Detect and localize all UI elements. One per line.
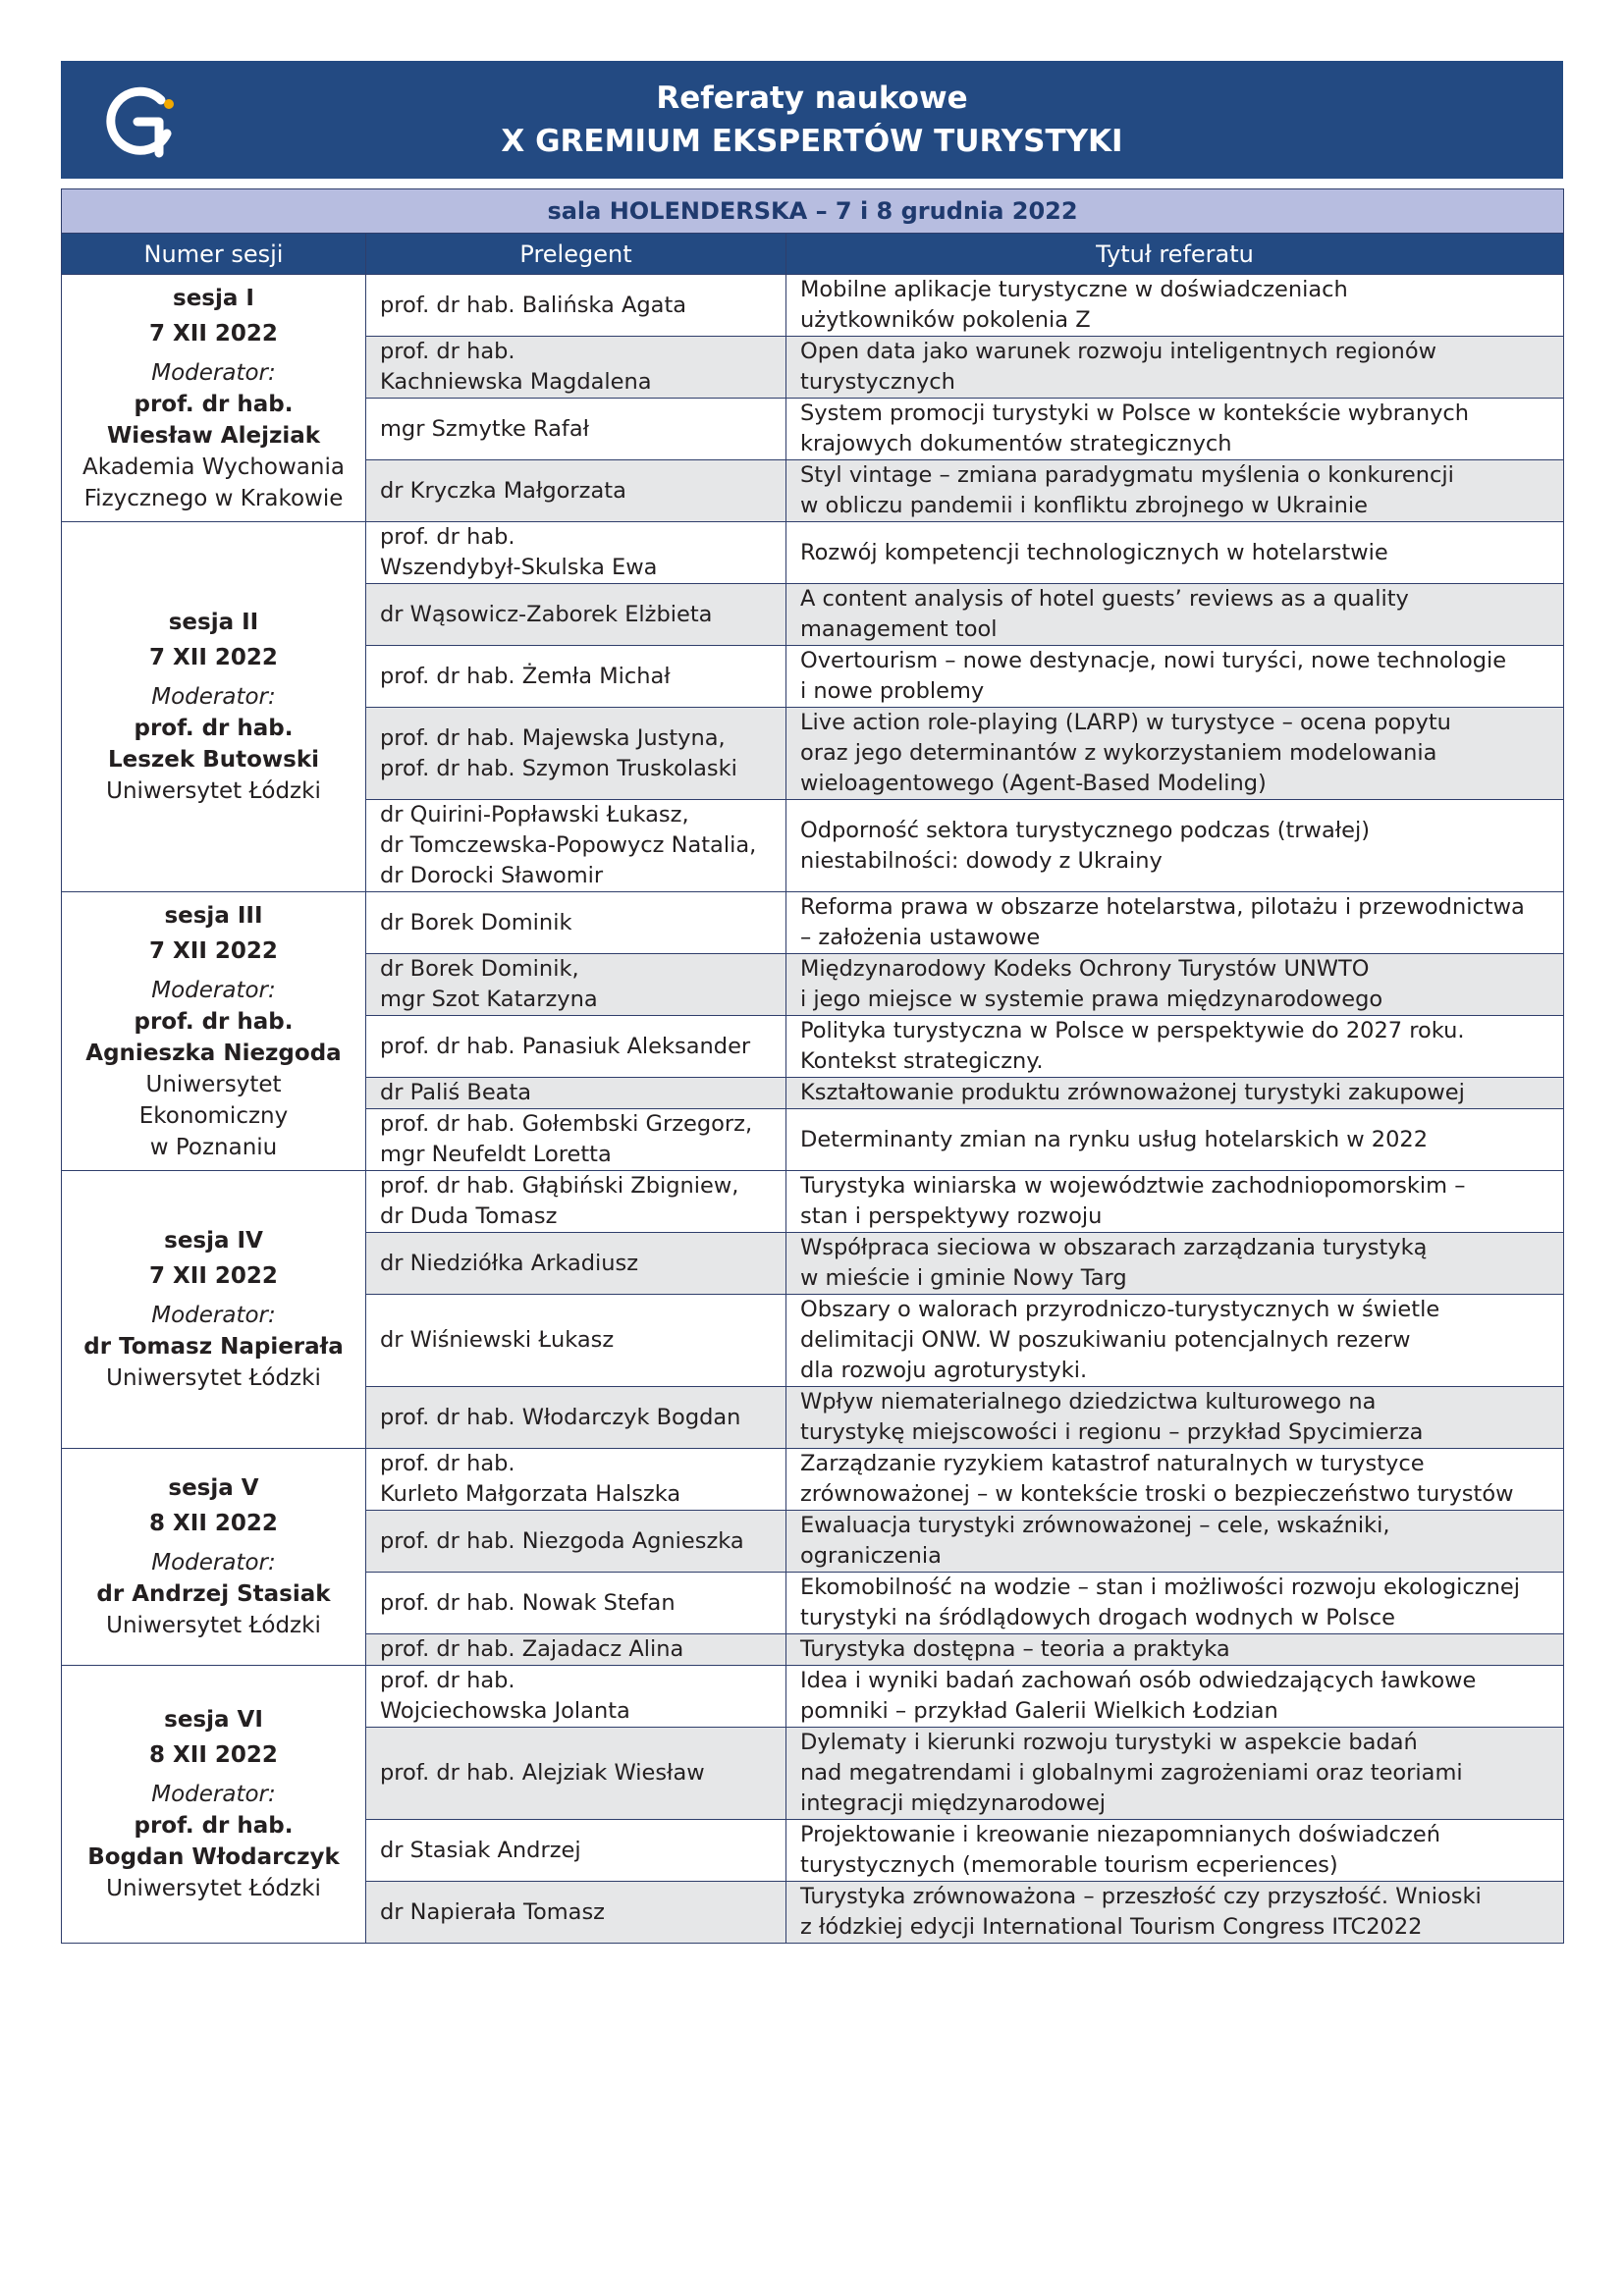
paper-title: Współpraca sieciowa w obszarach zarządzania turystyką	[800, 1235, 1428, 1260]
speaker-cell	[366, 708, 786, 800]
speaker-name: prof. dr hab. Nowak Stefan	[380, 1589, 676, 1616]
paper-title: pomniki – przykład Galerii Wielkich Łodzian	[800, 1698, 1278, 1724]
session-date: 8 XII 2022	[149, 1742, 278, 1768]
moderator-affiliation: w Poznaniu	[149, 1134, 278, 1160]
paper-title: krajowych dokumentów strategicznych	[800, 431, 1232, 456]
paper-title: Idea i wyniki badań zachowań osób odwiedzających ławkowe	[800, 1668, 1477, 1693]
paper-title: Rozwój kompetencji technologicznych w hotelarstwie	[800, 539, 1388, 565]
moderator-name: prof. dr hab.	[134, 391, 294, 417]
program-body	[62, 275, 1564, 1944]
paper-title-cell	[786, 892, 1564, 954]
paper-title-cell	[786, 275, 1564, 337]
speaker-name: prof. dr hab. Panasiuk Aleksander	[380, 1033, 751, 1059]
speaker-name: prof. dr hab. Niezgoda Agnieszka	[380, 1527, 744, 1554]
column-header-session: Numer sesji	[62, 234, 366, 275]
speaker-cell	[366, 1387, 786, 1449]
speaker-name: prof. dr hab. Zajadacz Alina	[380, 1636, 684, 1662]
paper-title: turystycznych	[800, 369, 955, 395]
session-cell	[62, 892, 366, 1171]
paper-title: dla rozwoju agroturystyki.	[800, 1358, 1088, 1383]
speaker-name: dr Paliś Beata	[380, 1080, 532, 1105]
page-header	[61, 61, 1563, 179]
moderator-label: Moderator:	[151, 1303, 276, 1328]
session-date: 8 XII 2022	[149, 1511, 278, 1536]
paper-title: zrównoważonej – w kontekście troski o bezpieczeństwo turystów	[800, 1481, 1514, 1507]
moderator-name: prof. dr hab.	[134, 1008, 294, 1035]
moderator-name: Bogdan Włodarczyk	[87, 1844, 340, 1870]
moderator-label: Moderator:	[151, 1550, 276, 1575]
paper-title: i nowe problemy	[800, 678, 985, 704]
column-header-row	[62, 234, 1564, 275]
speaker-name: prof. dr hab. Balińska Agata	[380, 292, 687, 318]
session-cell	[62, 1449, 366, 1666]
speaker-name: Wszendybył-Skulska Ewa	[380, 555, 658, 580]
speaker-name: dr Kryczka Małgorzata	[380, 477, 626, 504]
paper-title-cell	[786, 337, 1564, 399]
paper-title-cell	[786, 1882, 1564, 1944]
paper-title-cell	[786, 1016, 1564, 1078]
speaker-name: prof. dr hab.	[380, 1668, 515, 1693]
paper-title: Projektowanie i kreowanie niezapomnianych doświadczeń	[800, 1822, 1440, 1847]
paper-title: turystycznych (memorable tourism ecperiences)	[800, 1852, 1338, 1878]
speaker-cell	[366, 1666, 786, 1728]
table-row	[62, 1666, 1564, 1728]
paper-title-cell	[786, 1078, 1564, 1109]
speaker-name: dr Napierała Tomasz	[380, 1898, 605, 1925]
speaker-name: dr Borek Dominik	[380, 909, 572, 935]
speaker-cell	[366, 646, 786, 708]
speaker-name: dr Duda Tomasz	[380, 1203, 558, 1229]
paper-title: Styl vintage – zmiana paradygmatu myślenia o konkurencji	[800, 462, 1454, 488]
program-table	[61, 188, 1564, 1944]
speaker-name: dr Stasiak Andrzej	[380, 1837, 581, 1863]
paper-title-cell	[786, 1295, 1564, 1387]
speaker-name: dr Quirini-Popławski Łukasz,	[380, 802, 689, 828]
session-name: sesja II	[168, 610, 259, 635]
speaker-name: dr Niedziółka Arkadiusz	[380, 1250, 639, 1276]
moderator-affiliation: Akademia Wychowania	[82, 454, 345, 480]
speaker-cell	[366, 1511, 786, 1573]
page-title	[61, 77, 1563, 163]
speaker-name: dr Wiśniewski Łukasz	[380, 1327, 615, 1353]
speaker-name: prof. dr hab. Włodarczyk Bogdan	[380, 1404, 741, 1430]
paper-title-cell	[786, 1820, 1564, 1882]
moderator-label: Moderator:	[151, 1782, 276, 1807]
speaker-name: dr Wąsowicz-Zaborek Elżbieta	[380, 601, 713, 627]
speaker-cell	[366, 1295, 786, 1387]
paper-title-cell	[786, 1449, 1564, 1511]
speaker-name: Wojciechowska Jolanta	[380, 1698, 630, 1724]
session-date: 7 XII 2022	[149, 937, 278, 964]
paper-title-cell	[786, 708, 1564, 800]
moderator-name: Leszek Butowski	[107, 747, 320, 773]
paper-title-cell	[786, 1109, 1564, 1171]
session-date: 7 XII 2022	[149, 1263, 278, 1289]
session-date: 7 XII 2022	[149, 645, 278, 670]
paper-title-cell	[786, 1387, 1564, 1449]
speaker-name: dr Borek Dominik,	[380, 956, 579, 982]
session-cell	[62, 522, 366, 892]
table-row	[62, 275, 1564, 337]
moderator-name: Agnieszka Niezgoda	[85, 1040, 342, 1066]
moderator-name: prof. dr hab.	[134, 1813, 294, 1839]
session-date: 7 XII 2022	[149, 320, 278, 347]
table-row	[62, 892, 1564, 954]
paper-title: Międzynarodowy Kodeks Ochrony Turystów UNWTO	[800, 956, 1370, 982]
session-name: sesja IV	[164, 1228, 263, 1254]
paper-title: management tool	[800, 616, 998, 642]
paper-title-cell	[786, 1233, 1564, 1295]
room-banner-row	[62, 189, 1564, 234]
speaker-cell	[366, 1728, 786, 1820]
speaker-name: prof. dr hab.	[380, 339, 515, 364]
speaker-name: dr Dorocki Sławomir	[380, 863, 604, 888]
speaker-cell	[366, 892, 786, 954]
paper-title: Zarządzanie ryzykiem katastrof naturalnych w turystyce	[800, 1451, 1425, 1476]
speaker-name: mgr Neufeldt Loretta	[380, 1142, 612, 1167]
paper-title: nad megatrendami i globalnymi zagrożeniami oraz teoriami	[800, 1760, 1463, 1786]
moderator-name: Wiesław Alejziak	[106, 422, 321, 449]
moderator-name: prof. dr hab.	[134, 716, 294, 741]
session-name: sesja III	[164, 902, 263, 929]
speaker-cell	[366, 1573, 786, 1634]
speaker-cell	[366, 1634, 786, 1666]
paper-title-cell	[786, 1171, 1564, 1233]
speaker-name: dr Tomczewska-Popowycz Natalia,	[380, 832, 757, 858]
paper-title: A content analysis of hotel guests’ reviews as a quality	[800, 586, 1409, 612]
paper-title: Obszary o walorach przyrodniczo-turystycznych w świetle	[800, 1297, 1440, 1322]
paper-title: w obliczu pandemii i konfliktu zbrojnego w Ukrainie	[800, 493, 1368, 518]
speaker-cell	[366, 1078, 786, 1109]
paper-title-cell	[786, 1573, 1564, 1634]
paper-title: Mobilne aplikacje turystyczne w doświadczeniach	[800, 277, 1348, 302]
column-header-title: Tytuł referatu	[786, 234, 1564, 275]
paper-title-cell	[786, 800, 1564, 892]
paper-title: Wpływ niematerialnego dziedzictwa kulturowego na	[800, 1389, 1377, 1415]
session-name: sesja VI	[164, 1707, 263, 1733]
paper-title: ograniczenia	[800, 1543, 942, 1569]
speaker-cell	[366, 522, 786, 584]
speaker-name: prof. dr hab. Majewska Justyna,	[380, 724, 726, 751]
paper-title: użytkowników pokolenia Z	[800, 307, 1091, 333]
speaker-name: prof. dr hab. Szymon Truskolaski	[380, 755, 737, 781]
moderator-affiliation: Uniwersytet Łódzki	[106, 1613, 321, 1638]
speaker-cell	[366, 337, 786, 399]
speaker-cell	[366, 954, 786, 1016]
session-name: sesja I	[173, 285, 254, 311]
paper-title: i jego miejsce w systemie prawa międzynarodowego	[800, 987, 1383, 1012]
speaker-cell	[366, 1882, 786, 1944]
paper-title: integracji międzynarodowej	[800, 1790, 1107, 1816]
moderator-affiliation: Uniwersytet Łódzki	[106, 778, 321, 804]
paper-title: Ewaluacja turystyki zrównoważonej – cele, wskaźniki,	[800, 1513, 1390, 1538]
paper-title: turystykę miejscowości i regionu – przykład Spycimierza	[800, 1419, 1424, 1445]
speaker-name: prof. dr hab. Gołembski Grzegorz,	[380, 1111, 753, 1137]
paper-title: Open data jako warunek rozwoju inteligentnych regionów	[800, 339, 1436, 364]
speaker-cell	[366, 1820, 786, 1882]
moderator-label: Moderator:	[151, 684, 276, 710]
paper-title: Ekomobilność na wodzie – stan i możliwości rozwoju ekologicznej	[800, 1575, 1520, 1600]
paper-title-cell	[786, 646, 1564, 708]
moderator-name: dr Andrzej Stasiak	[96, 1581, 331, 1607]
speaker-name: mgr Szmytke Rafał	[380, 415, 590, 442]
paper-title-cell	[786, 1666, 1564, 1728]
speaker-cell	[366, 275, 786, 337]
speaker-cell	[366, 800, 786, 892]
paper-title-cell	[786, 584, 1564, 646]
paper-title: Kształtowanie produktu zrównoważonej turystyki zakupowej	[800, 1080, 1465, 1105]
moderator-label: Moderator:	[151, 359, 276, 386]
paper-title: Odporność sektora turystycznego podczas (trwałej)	[800, 817, 1371, 843]
paper-title: System promocji turystyki w Polsce w kontekście wybranych	[800, 400, 1470, 426]
paper-title: Turystyka zrównoważona – przeszłość czy przyszłość. Wnioski	[800, 1884, 1482, 1909]
speaker-name: prof. dr hab.	[380, 524, 515, 550]
speaker-name: prof. dr hab. Głąbiński Zbigniew,	[380, 1173, 739, 1199]
session-cell	[62, 1171, 366, 1449]
paper-title: z łódzkiej edycji International Tourism Congress ITC2022	[800, 1914, 1423, 1940]
moderator-name: dr Tomasz Napierała	[83, 1334, 344, 1360]
table-row	[62, 1449, 1564, 1511]
speaker-cell	[366, 460, 786, 522]
paper-title-cell	[786, 1634, 1564, 1666]
speaker-cell	[366, 1109, 786, 1171]
paper-title: Polityka turystyczna w Polsce w perspektywie do 2027 roku.	[800, 1018, 1465, 1043]
speaker-cell	[366, 1171, 786, 1233]
paper-title: wieloagentowego (Agent-Based Modeling)	[800, 771, 1267, 796]
speaker-cell	[366, 1449, 786, 1511]
speaker-cell	[366, 399, 786, 460]
title-line-2: X GREMIUM EKSPERTÓW TURYSTYKI	[501, 124, 1123, 159]
paper-title: stan i perspektywy rozwoju	[800, 1203, 1103, 1229]
paper-title: delimitacji ONW. W poszukiwaniu potencjalnych rezerw	[800, 1327, 1411, 1353]
session-cell	[62, 275, 366, 522]
speaker-name: prof. dr hab. Alejziak Wiesław	[380, 1760, 705, 1786]
paper-title: turystyki na śródlądowych drogach wodnych w Polsce	[800, 1605, 1395, 1630]
table-row	[62, 522, 1564, 584]
paper-title-cell	[786, 954, 1564, 1016]
moderator-affiliation: Uniwersytet	[145, 1071, 282, 1097]
moderator-affiliation: Fizycznego w Krakowie	[83, 485, 344, 511]
paper-title: Reforma prawa w obszarze hotelarstwa, pilotażu i przewodnictwa	[800, 894, 1525, 920]
paper-title: Dylematy i kierunki rozwoju turystyki w aspekcie badań	[800, 1730, 1418, 1755]
paper-title: – założenia ustawowe	[800, 925, 1041, 950]
paper-title: Kontekst strategiczny.	[800, 1048, 1044, 1074]
speaker-name: prof. dr hab. Żemła Michał	[380, 663, 671, 689]
speaker-cell	[366, 1016, 786, 1078]
moderator-affiliation: Uniwersytet Łódzki	[106, 1365, 321, 1391]
paper-title-cell	[786, 399, 1564, 460]
paper-title: Determinanty zmian na rynku usług hotelarskich w 2022	[800, 1126, 1429, 1152]
paper-title: w mieście i gminie Nowy Targ	[800, 1265, 1127, 1291]
moderator-label: Moderator:	[151, 977, 276, 1003]
paper-title: Turystyka dostępna – teoria a praktyka	[800, 1636, 1230, 1662]
speaker-name: prof. dr hab.	[380, 1451, 515, 1476]
paper-title: Turystyka winiarska w województwie zachodniopomorskim –	[800, 1173, 1466, 1199]
paper-title-cell	[786, 1511, 1564, 1573]
session-cell	[62, 1666, 366, 1944]
title-line-1: Referaty naukowe	[656, 80, 968, 116]
paper-title-cell	[786, 460, 1564, 522]
speaker-name: mgr Szot Katarzyna	[380, 987, 598, 1012]
moderator-affiliation: Uniwersytet Łódzki	[106, 1876, 321, 1901]
paper-title: niestabilności: dowody z Ukrainy	[800, 847, 1163, 874]
column-header-speaker: Prelegent	[366, 234, 786, 275]
session-name: sesja V	[168, 1475, 259, 1501]
speaker-name: Kurleto Małgorzata Halszka	[380, 1481, 681, 1507]
table-row	[62, 1171, 1564, 1233]
speaker-name: Kachniewska Magdalena	[380, 369, 652, 395]
moderator-affiliation: Ekonomiczny	[138, 1102, 289, 1129]
paper-title: Overtourism – nowe destynacje, nowi turyści, nowe technologie	[800, 648, 1507, 673]
speaker-cell	[366, 584, 786, 646]
paper-title-cell	[786, 522, 1564, 584]
paper-title: Live action role-playing (LARP) w turystyce – ocena popytu	[800, 710, 1451, 735]
room-banner: sala HOLENDERSKA – 7 i 8 grudnia 2022	[62, 189, 1564, 234]
speaker-cell	[366, 1233, 786, 1295]
paper-title: oraz jego determinantów z wykorzystaniem modelowania	[800, 740, 1437, 766]
paper-title-cell	[786, 1728, 1564, 1820]
